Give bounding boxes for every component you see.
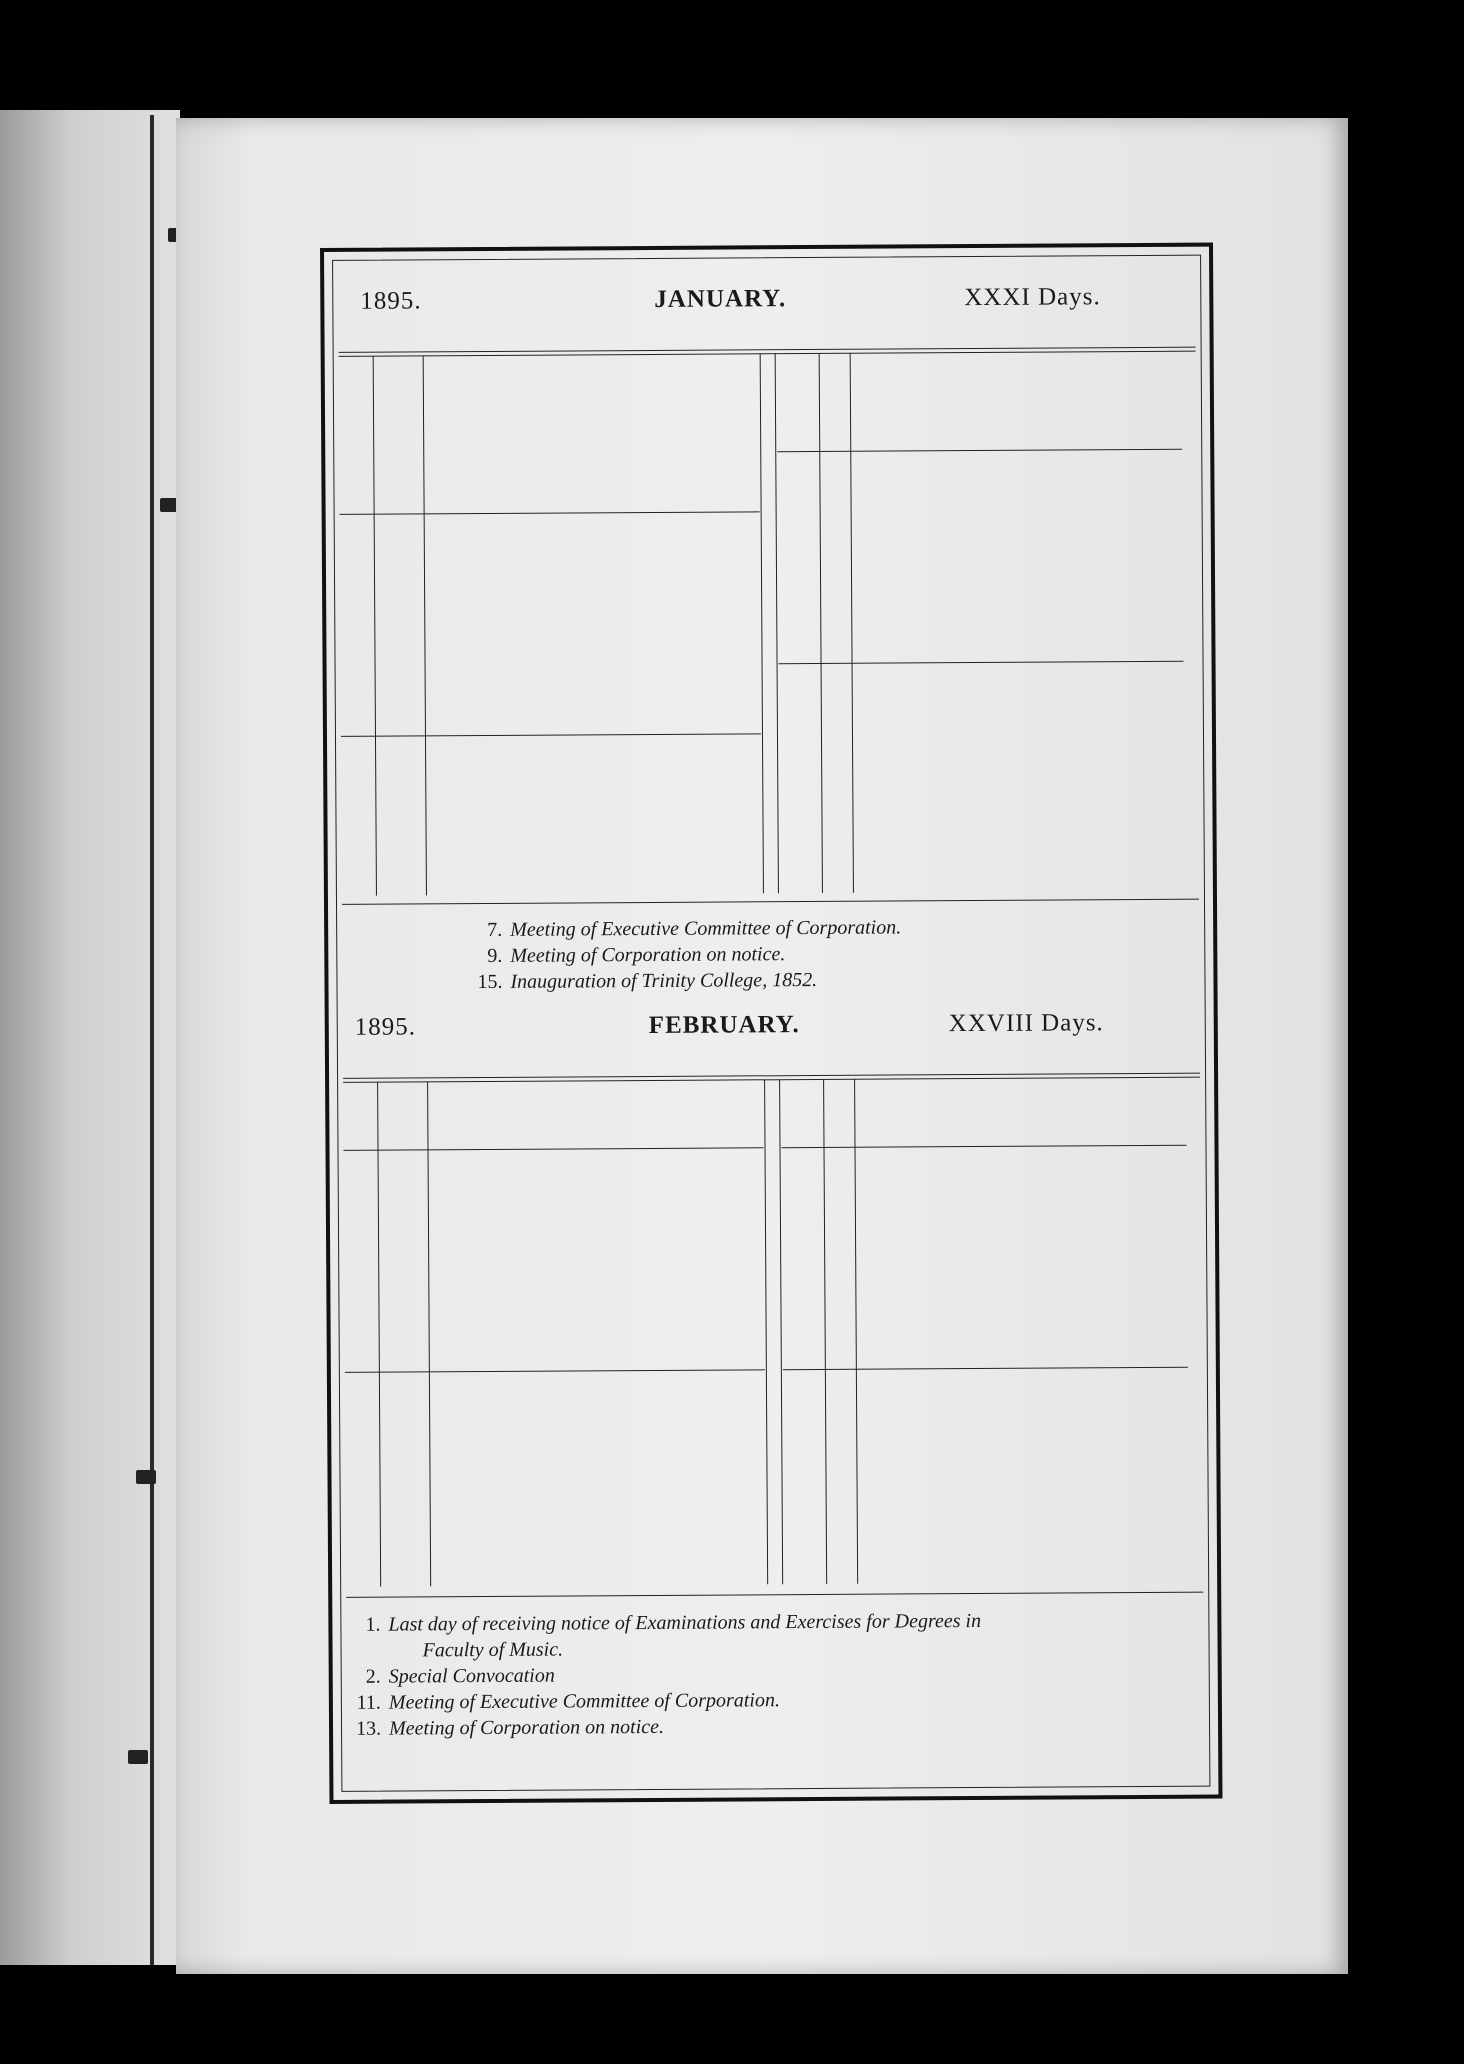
footnote-text: Meeting of Corporation on notice. — [510, 943, 786, 967]
footnote — [468, 969, 817, 994]
february-days-label: XXVIII Days. — [948, 1009, 1104, 1038]
footnote-text: Special Convocation — [388, 1664, 555, 1688]
footnote-text: Last day of receiving notice of Examinations and Exercises for Degrees in — [388, 1609, 982, 1636]
footnote-number: 1. — [365, 1613, 381, 1636]
footnote — [346, 1610, 981, 1637]
footnote — [468, 943, 785, 968]
footnote — [347, 1689, 780, 1715]
footnote — [347, 1639, 564, 1663]
footnote-number: 11. — [356, 1691, 381, 1714]
footnote-text: Inauguration of Trinity College, 1852. — [510, 968, 818, 993]
february-month: FEBRUARY. — [648, 1011, 800, 1040]
january-grid — [324, 247, 1209, 252]
footnote-text: Faculty of Music. — [422, 1638, 564, 1662]
january-days-label: XXXI Days. — [964, 283, 1101, 312]
footnote-text: Meeting of Executive Committee of Corporation. — [388, 1689, 780, 1714]
january-month: JANUARY. — [654, 285, 787, 313]
binding-stitch — [136, 1470, 156, 1484]
footnote — [468, 916, 901, 942]
february-grid — [324, 247, 1209, 252]
footnote — [347, 1665, 555, 1689]
footnote-text: Meeting of Executive Committee of Corporation. — [510, 916, 902, 941]
footnote — [347, 1716, 664, 1741]
footnote-number: 2. — [365, 1665, 381, 1688]
footnote-text: Meeting of Corporation on notice. — [388, 1715, 665, 1740]
calendar-frame — [320, 243, 1222, 1804]
book-spine — [150, 115, 179, 1965]
binding-stitch — [128, 1750, 148, 1764]
footnote-number: 13. — [355, 1717, 382, 1740]
footnote-number: 7. — [487, 918, 503, 941]
footnote-number: 9. — [487, 944, 503, 967]
january-year: 1895. — [360, 287, 422, 315]
footnote-number: 15. — [477, 970, 503, 994]
february-year: 1895. — [354, 1013, 417, 1041]
